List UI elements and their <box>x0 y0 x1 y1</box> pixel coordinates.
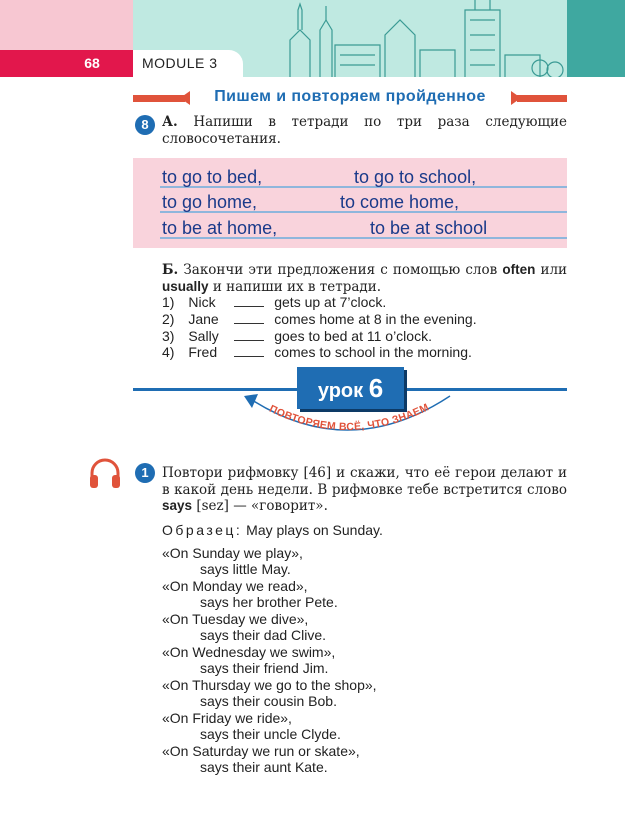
word-usually: usually <box>162 278 209 294</box>
transcription: [sez] <box>196 498 229 514</box>
title-bar-right <box>517 95 567 102</box>
translation: — «говорит». <box>233 498 328 514</box>
part-b-label: Б. <box>162 262 179 278</box>
lesson-number: 6 <box>368 373 384 403</box>
sentence-number: 4) <box>162 344 175 360</box>
lesson-title <box>297 367 404 409</box>
phrase: to go to school, <box>354 167 477 187</box>
sentence-rest: comes home at 8 in the evening. <box>274 311 477 327</box>
part-b-or: или <box>540 262 568 278</box>
poem-line: says their friend Jim. <box>200 660 329 676</box>
phrase: to be at school <box>370 218 488 238</box>
example-text: May plays on Sunday. <box>246 522 383 538</box>
sentence-number: 2) <box>162 311 175 327</box>
sentence-number: 3) <box>162 328 175 344</box>
sentence-rest: goes to bed at 11 o’clock. <box>274 328 432 344</box>
exercise-1-instructions <box>162 465 567 515</box>
sentence-name: Jane <box>188 311 219 327</box>
headphones-icon <box>88 457 122 489</box>
poem-line: «On Tuesday we dive», <box>162 611 309 627</box>
poem-line: «On Friday we ride», <box>162 710 292 726</box>
exercise-1-text: Повтори рифмовку [46] и скажи, что её герои делают и в какой день недели. В рифмовке тебе встретится слово <box>162 465 567 498</box>
poem-line: says their uncle Clyde. <box>200 726 341 742</box>
sentence-1 <box>162 294 386 310</box>
poem-line: says her brother Pete. <box>200 594 338 610</box>
module-label: MODULE 3 <box>142 55 218 71</box>
part-a-text: Напиши в тетради по три раза следующие словосочетания. <box>162 114 568 147</box>
sentence-3 <box>162 328 432 344</box>
city-skyline-illustration <box>240 0 567 77</box>
part-b-text-end: и напиши их в тетради. <box>212 278 382 295</box>
blank <box>234 329 264 341</box>
phrase: to go home, <box>162 192 258 212</box>
poem-line: «On Wednesday we swim», <box>162 644 336 660</box>
example-line <box>162 522 383 538</box>
word-often: often <box>502 262 536 277</box>
example-label: Образец: <box>162 522 243 538</box>
title-bar-left <box>133 95 185 102</box>
poem-line: «On Saturday we run or skate», <box>162 743 360 759</box>
sentence-rest: comes to school in the morning. <box>274 344 472 360</box>
blank <box>234 312 264 324</box>
exercise-8-part-b <box>162 262 567 295</box>
blank <box>234 295 264 307</box>
phrase: to go to bed, <box>162 167 263 187</box>
blank <box>234 345 264 357</box>
page-number: 68 <box>84 55 100 71</box>
poem-line: «On Thursday we go to the shop», <box>162 677 377 693</box>
exercise-8-part-a <box>162 114 567 147</box>
word-says: says <box>162 498 193 513</box>
lesson-word: урок <box>317 380 364 402</box>
poem-line: «On Sunday we play», <box>162 545 303 561</box>
poem-line: says their cousin Bob. <box>200 693 337 709</box>
phrase: to be at home, <box>162 218 278 238</box>
phrase: to come home, <box>340 192 460 212</box>
sentence-name: Sally <box>188 328 219 344</box>
sentence-rest: gets up at 7’clock. <box>274 294 387 310</box>
sentence-name: Nick <box>188 294 216 310</box>
poem-line: says their dad Clive. <box>200 627 327 643</box>
part-b-text: Закончи эти предложения с помощью слов <box>183 262 498 278</box>
sentence-number: 1) <box>162 294 175 310</box>
poem-line: «On Monday we read», <box>162 578 308 594</box>
poem-line: says their aunt Kate. <box>200 759 328 775</box>
sentence-4 <box>162 344 472 360</box>
section-title: Пишем и повторяем пройденное <box>214 88 486 105</box>
header-pink-block <box>0 0 133 50</box>
exercise-1-number: 1 <box>135 463 155 483</box>
lesson-subtitle: ПОВТОРЯЕМ ВСЁ, ЧТО ЗНАЕМ <box>267 401 431 434</box>
part-a-label: А. <box>162 114 178 130</box>
exercise-8-number: 8 <box>135 115 155 135</box>
poem-line: says little May. <box>200 561 291 577</box>
sentence-2 <box>162 311 477 327</box>
header-teal-edge <box>567 0 625 77</box>
sentence-name: Fred <box>188 344 218 360</box>
